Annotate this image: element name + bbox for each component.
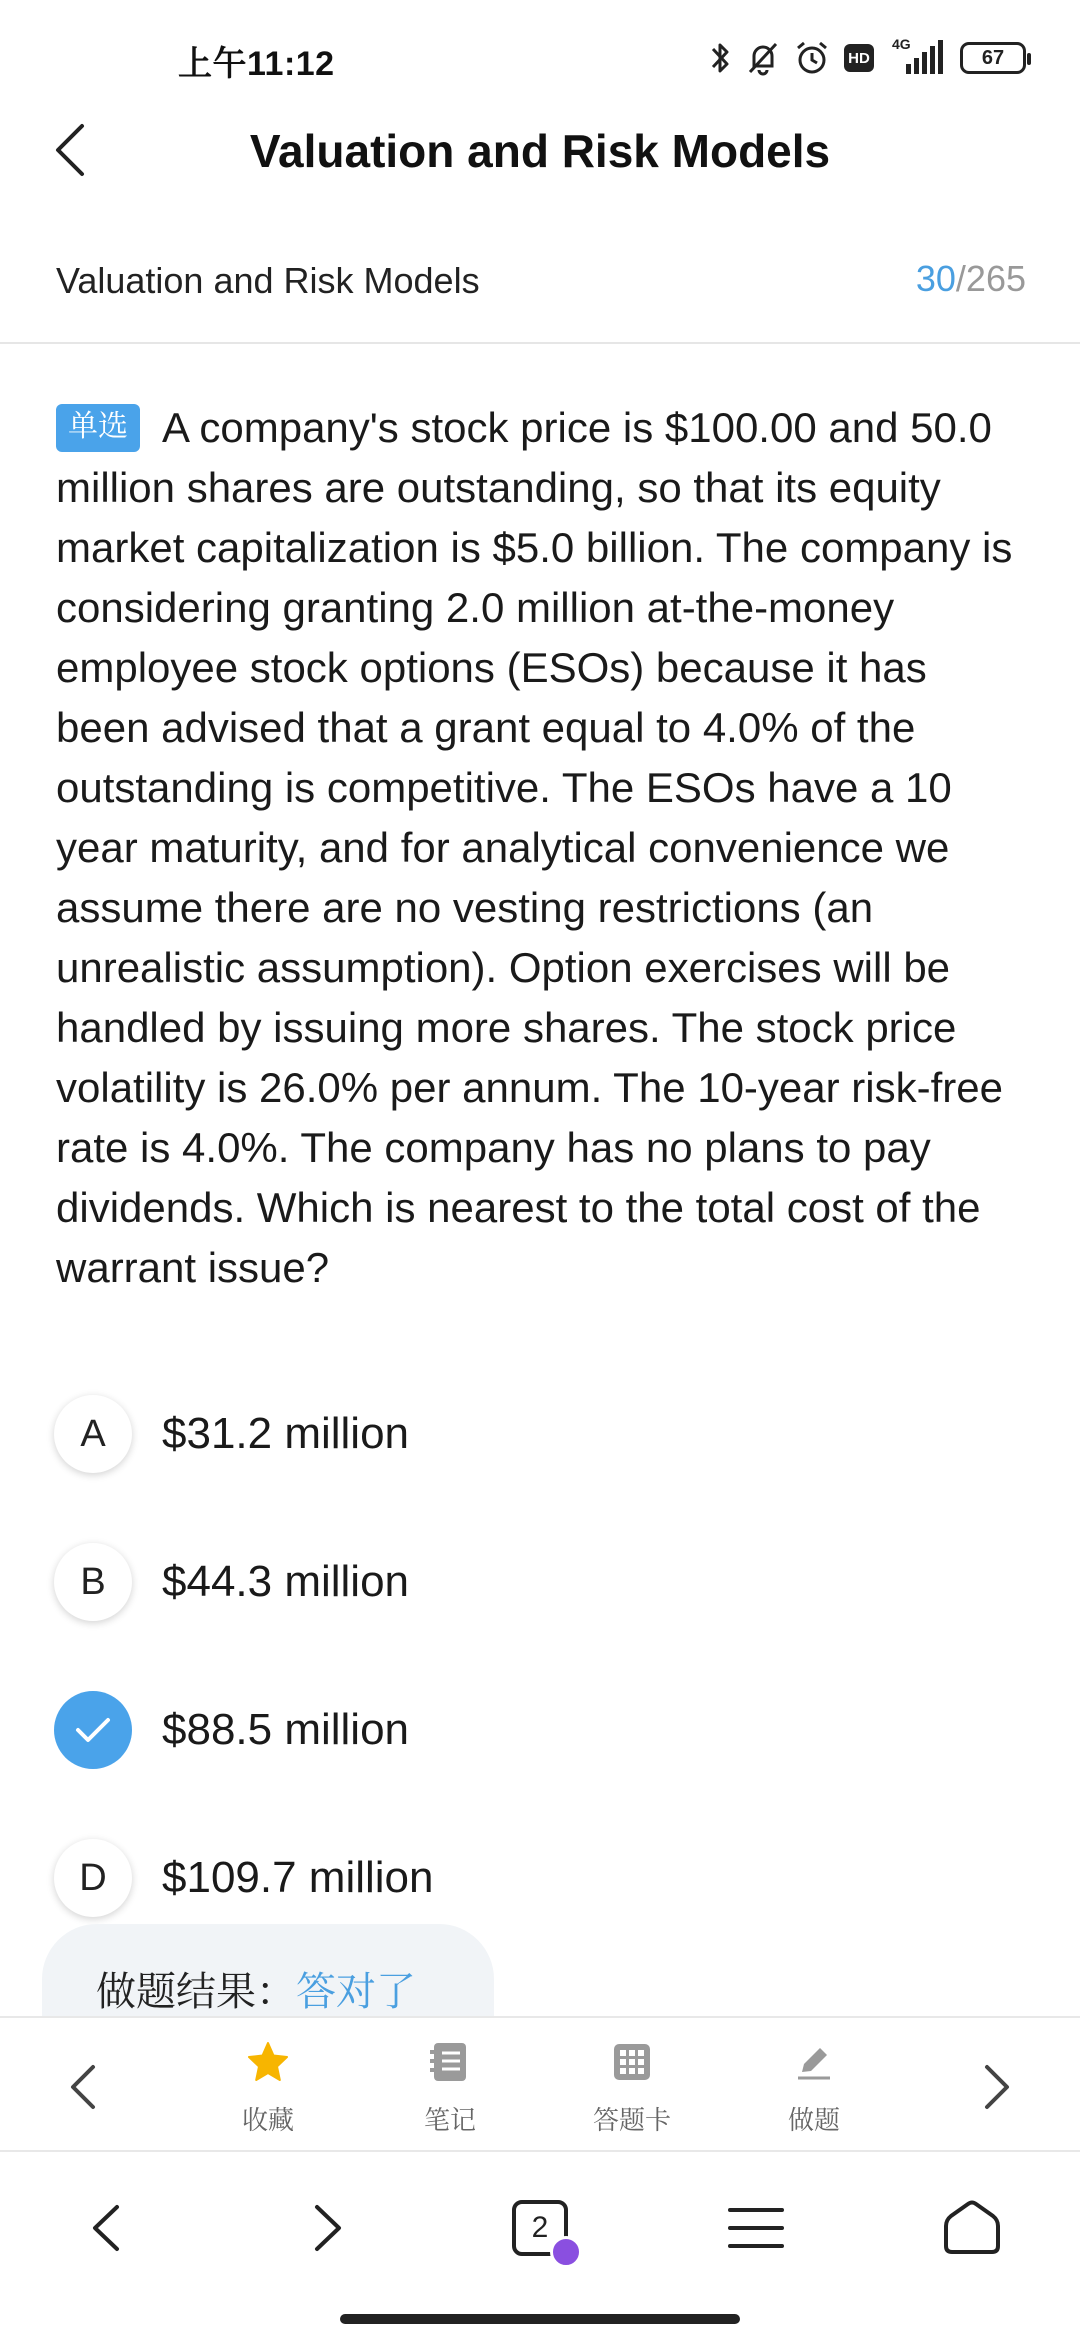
question-type-tag: 单选 (56, 404, 140, 452)
tabs-button[interactable] (490, 2178, 590, 2278)
home-button[interactable] (922, 2178, 1022, 2278)
network-label: 4G (892, 36, 911, 52)
incognito-badge-icon (550, 2236, 582, 2268)
system-nav-bar (0, 2154, 1080, 2294)
total-questions: /265 (955, 258, 1026, 299)
alarm-icon (794, 40, 830, 76)
notes-label: 笔记 (423, 2105, 476, 2135)
mute-bell-icon (746, 40, 780, 76)
browser-back-button[interactable] (56, 2178, 156, 2278)
home-icon (942, 2200, 1002, 2256)
option-d-text: $109.7 million (162, 1853, 434, 1902)
menu-button[interactable] (706, 2178, 806, 2278)
chevron-right-icon (313, 2203, 343, 2253)
option-c[interactable] (54, 1656, 1034, 1804)
favorite-label: 收藏 (241, 2105, 294, 2135)
result-value: 答对了 (296, 1970, 416, 2014)
question-text-block (56, 398, 1028, 1298)
option-a[interactable] (54, 1360, 1034, 1508)
bluetooth-icon (710, 40, 732, 76)
pencil-icon (794, 2042, 834, 2082)
question-subheader (0, 240, 1080, 344)
option-b[interactable] (54, 1508, 1034, 1656)
chapter-title: Valuation and Risk Models (56, 260, 480, 301)
status-bar (0, 0, 1080, 120)
option-b-text: $44.3 million (162, 1557, 410, 1606)
next-question-button[interactable] (962, 2052, 1032, 2122)
answer-card-label: 答题卡 (592, 2105, 671, 2135)
notes-button[interactable] (380, 2038, 520, 2137)
page-title: Valuation and Risk Models (249, 125, 831, 177)
status-time: 上午11:12 (178, 45, 335, 83)
chevron-left-icon (69, 2063, 97, 2111)
question-progress (916, 258, 1026, 300)
tabs-icon (512, 2200, 568, 2256)
signal-icon (888, 38, 946, 78)
answer-grid-icon (612, 2042, 652, 2082)
current-question-number: 30 (915, 258, 956, 299)
app-header (0, 110, 1080, 210)
practice-button[interactable] (744, 2038, 884, 2137)
home-indicator[interactable] (340, 2314, 740, 2324)
favorite-button[interactable] (198, 2038, 338, 2137)
option-b-letter: B (54, 1543, 132, 1621)
option-c-selected-check (54, 1691, 132, 1769)
option-a-letter: A (54, 1395, 132, 1473)
question-text: A company's stock price is $100.00 and 50.0 million shares are outstanding, so that its equity market capitalization is $5.0 billion. The company is considering granting 2.0 million at-the-money employee stock options (ESOs) because it has been advised that a grant equal to 4.0% of the outstanding is competitive. The ESOs have a 10 year maturity, and for analytical convenience we assume there are no vesting restrictions (an unrealistic assumption). Option exercises will be handled by issuing more shares. The stock price volatility is 26.0% per annum. The 10-year risk-free rate is 4.0%. The company has no plans to pay dividends. Which is nearest to the total cost of the warrant issue? (56, 404, 1013, 1291)
browser-forward-button[interactable] (278, 2178, 378, 2278)
checkmark-icon (74, 1715, 112, 1745)
battery-level: 67 (981, 46, 1005, 69)
answer-options (54, 1360, 1034, 1952)
question-toolbar (0, 2016, 1080, 2152)
answer-card-button[interactable] (562, 2038, 702, 2137)
chevron-left-icon (91, 2203, 121, 2253)
result-label: 做题结果： (96, 1970, 296, 2014)
option-d-letter: D (54, 1839, 132, 1917)
star-icon (246, 2040, 290, 2084)
chevron-right-icon (983, 2063, 1011, 2111)
practice-label: 做题 (787, 2105, 840, 2135)
tab-count: 2 (531, 2211, 549, 2244)
hamburger-menu-icon (728, 2206, 784, 2250)
battery-icon (960, 42, 1026, 74)
status-icons (710, 36, 1026, 80)
option-a-text: $31.2 million (162, 1409, 410, 1458)
option-c-text: $88.5 million (162, 1705, 410, 1754)
hd-icon: HD (844, 44, 874, 72)
notebook-icon (430, 2041, 470, 2083)
previous-question-button[interactable] (48, 2052, 118, 2122)
